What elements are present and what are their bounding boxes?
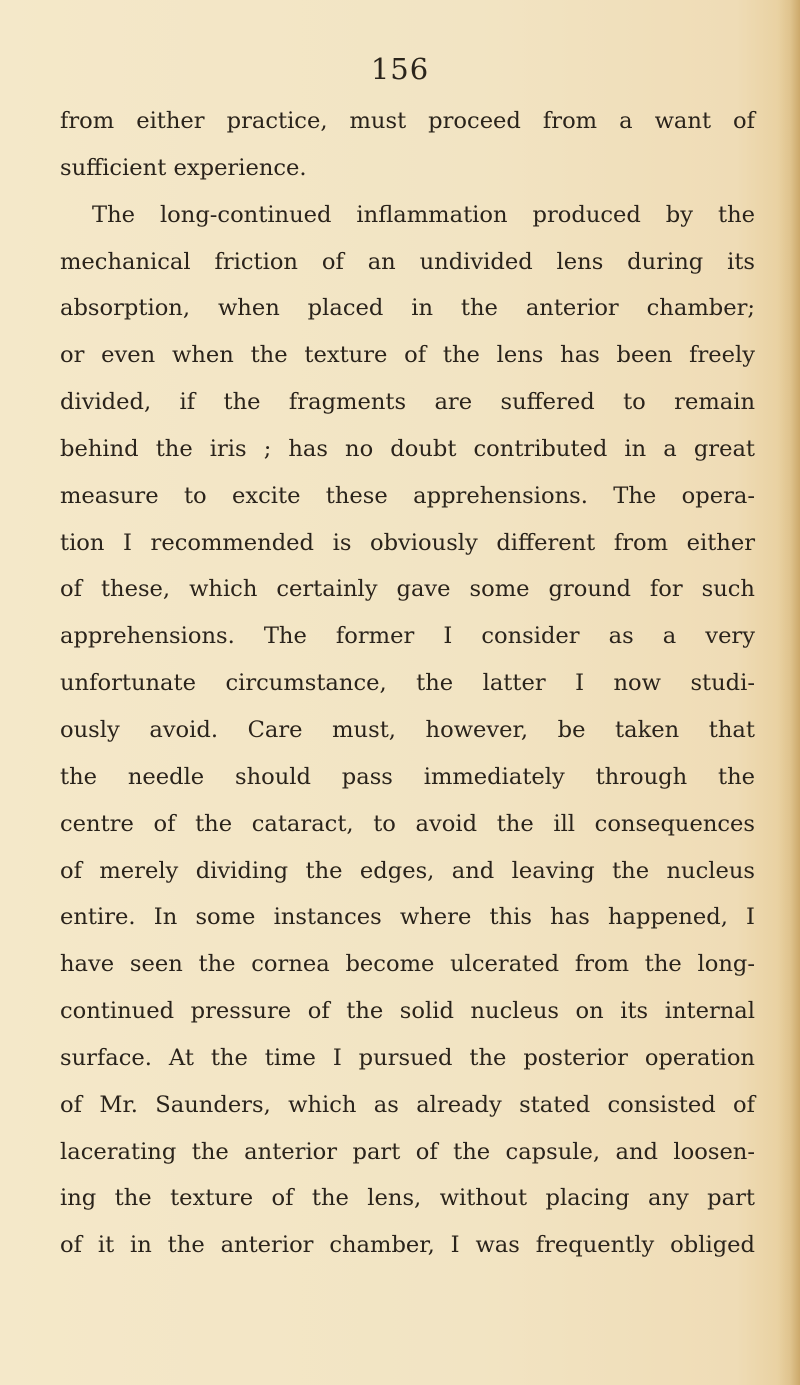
text-line: apprehensions. The former I consider as a very	[60, 623, 755, 650]
text-line: continued pressure of the solid nucleus on its internal	[60, 998, 755, 1025]
text-line: of Mr. Saunders, which as already stated consisted of	[60, 1091, 755, 1118]
text-line: from either practice, must proceed from a want of	[60, 108, 755, 134]
text-line: centre of the cataract, to avoid the ill consequences	[60, 810, 755, 837]
text-line: unfortunate circumstance, the latter I now studi-	[60, 670, 755, 697]
text-line: measure to excite these apprehensions. The opera-	[60, 482, 755, 509]
text-line: mechanical friction of an undivided lens during its	[60, 248, 755, 275]
text-line: sufficient experience.	[60, 154, 307, 181]
text-line: The long-continued inflammation produced by the	[92, 201, 755, 228]
text-line: ously avoid. Care must, however, be taken that	[60, 716, 755, 743]
text-line: have seen the cornea become ulcerated from the long-	[60, 951, 755, 978]
text-line: lacerating the anterior part of the capsule, and loosen-	[60, 1138, 755, 1165]
text-line: entire. In some instances where this has happened, I	[60, 904, 755, 931]
text-line: divided, if the fragments are suffered to remain	[60, 389, 755, 416]
text-line: tion I recommended is obviously different from either	[60, 529, 755, 556]
text-line: behind the iris ; has no doubt contributed in a great	[60, 435, 755, 462]
text-line: ing the texture of the lens, without placing any part	[60, 1185, 755, 1212]
text-line: or even when the texture of the lens has been freely	[60, 342, 755, 369]
body-text	[60, 98, 755, 1269]
text-line: of these, which certainly gave some ground for such	[60, 576, 755, 603]
page-number: 156	[370, 52, 430, 86]
text-line: of merely dividing the edges, and leaving the nucleus	[60, 857, 755, 884]
text-line: surface. At the time I pursued the posterior operation	[60, 1044, 755, 1071]
page-edge-shadow	[778, 0, 800, 1385]
text-line: absorption, when placed in the anterior chamber;	[60, 295, 755, 322]
text-line: of it in the anterior chamber, I was frequently obliged	[60, 1232, 755, 1259]
text-line: the needle should pass immediately through the	[60, 763, 755, 790]
